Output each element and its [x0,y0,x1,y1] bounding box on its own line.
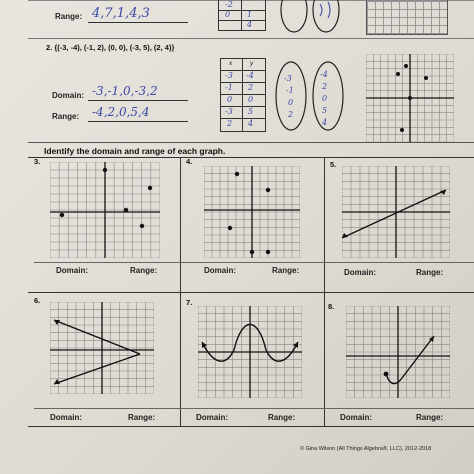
graph-number-7: 7. [186,298,193,307]
table-2-header-x: x [229,60,233,67]
copyright-footer: © Gina Wilson (All Things Algebra®, LLC), 2012-2018 [300,446,432,452]
domain-label-4: Domain: [204,266,236,275]
graph-number-4: 4. [186,157,193,166]
table-1-cell: 4 [247,20,253,29]
domain-label-3: Domain: [56,266,88,275]
range-label-2: Range: [52,112,80,121]
domain-label-5: Domain: [344,268,376,277]
coordinate-grid-2 [366,54,454,142]
range-answer-1: 4,7,1,4,3 [92,6,150,21]
problem-2-prompt: 2. {(-3, -4), (-1, 2), (0, 0), (-3, 5), (2, 4)} [46,43,175,52]
oval-right-value: 5 [322,106,328,115]
graph-5 [342,166,450,258]
domain-label-6: Domain: [50,413,82,422]
table-2-cell: 4 [248,119,254,128]
table-2-cell: 0 [227,95,233,104]
oval-left-value: -3 [284,74,292,83]
table-1 [218,0,266,31]
oval-right-value: 0 [322,94,328,103]
oval-left-value: -1 [286,86,294,95]
range-label-4: Range: [272,266,300,275]
range-label-5: Range: [416,268,444,277]
table-1-cell: -2 [225,0,233,9]
table-2-cell: 5 [248,107,254,116]
range-label-3: Range: [130,266,158,275]
table-2-cell: 2 [227,119,233,128]
oval-right-value: 2 [322,82,328,91]
oval-right-value: -4 [320,70,328,79]
table-2-cell: -1 [225,83,233,92]
section-title: Identify the domain and range of each graph. [44,146,226,156]
section-divider [28,142,474,143]
table-2-header-y: y [250,60,254,67]
graph-number-8: 8. [328,302,335,311]
table-2-cell: 0 [248,95,254,104]
table-2 [220,58,266,132]
range-label-8: Range: [416,413,444,422]
table-1-cell: 0 [225,10,231,19]
coordinate-grid-1 [366,0,448,35]
graph-8 [346,306,450,398]
table-2-cell: -3 [225,107,233,116]
oval-left-value: 2 [288,110,294,119]
graph-number-6: 6. [34,296,41,305]
graph-number-5: 5. [330,160,337,169]
graph-3 [50,162,160,258]
table-1-cell: 1 [247,10,253,19]
domain-answer-2: -3,-1,0,-3,2 [92,84,158,98]
domain-label-8: Domain: [340,413,372,422]
mapping-diagram-2 [274,60,354,134]
graph-6 [50,302,154,394]
range-label-6: Range: [128,413,156,422]
domain-underline-2 [88,100,188,101]
graph-7 [198,306,302,398]
graph-number-3: 3. [34,157,41,166]
range-answer-2: -4,2,0,5,4 [92,105,150,119]
domain-label-2: Domain: [52,91,84,100]
range-underline-1 [88,22,188,23]
divider [28,38,474,39]
table-2-cell: 2 [248,83,254,92]
table-2-cell: -4 [246,71,254,80]
table-2-cell: -3 [225,71,233,80]
graph-4 [204,166,300,258]
range-label-7: Range: [268,413,296,422]
range-label-1: Range: [55,12,83,21]
oval-right-value: 4 [322,118,328,127]
domain-label-7: Domain: [196,413,228,422]
range-underline-2 [88,121,188,122]
oval-left-value: 0 [288,98,294,107]
mapping-ovals-1 [278,0,358,36]
